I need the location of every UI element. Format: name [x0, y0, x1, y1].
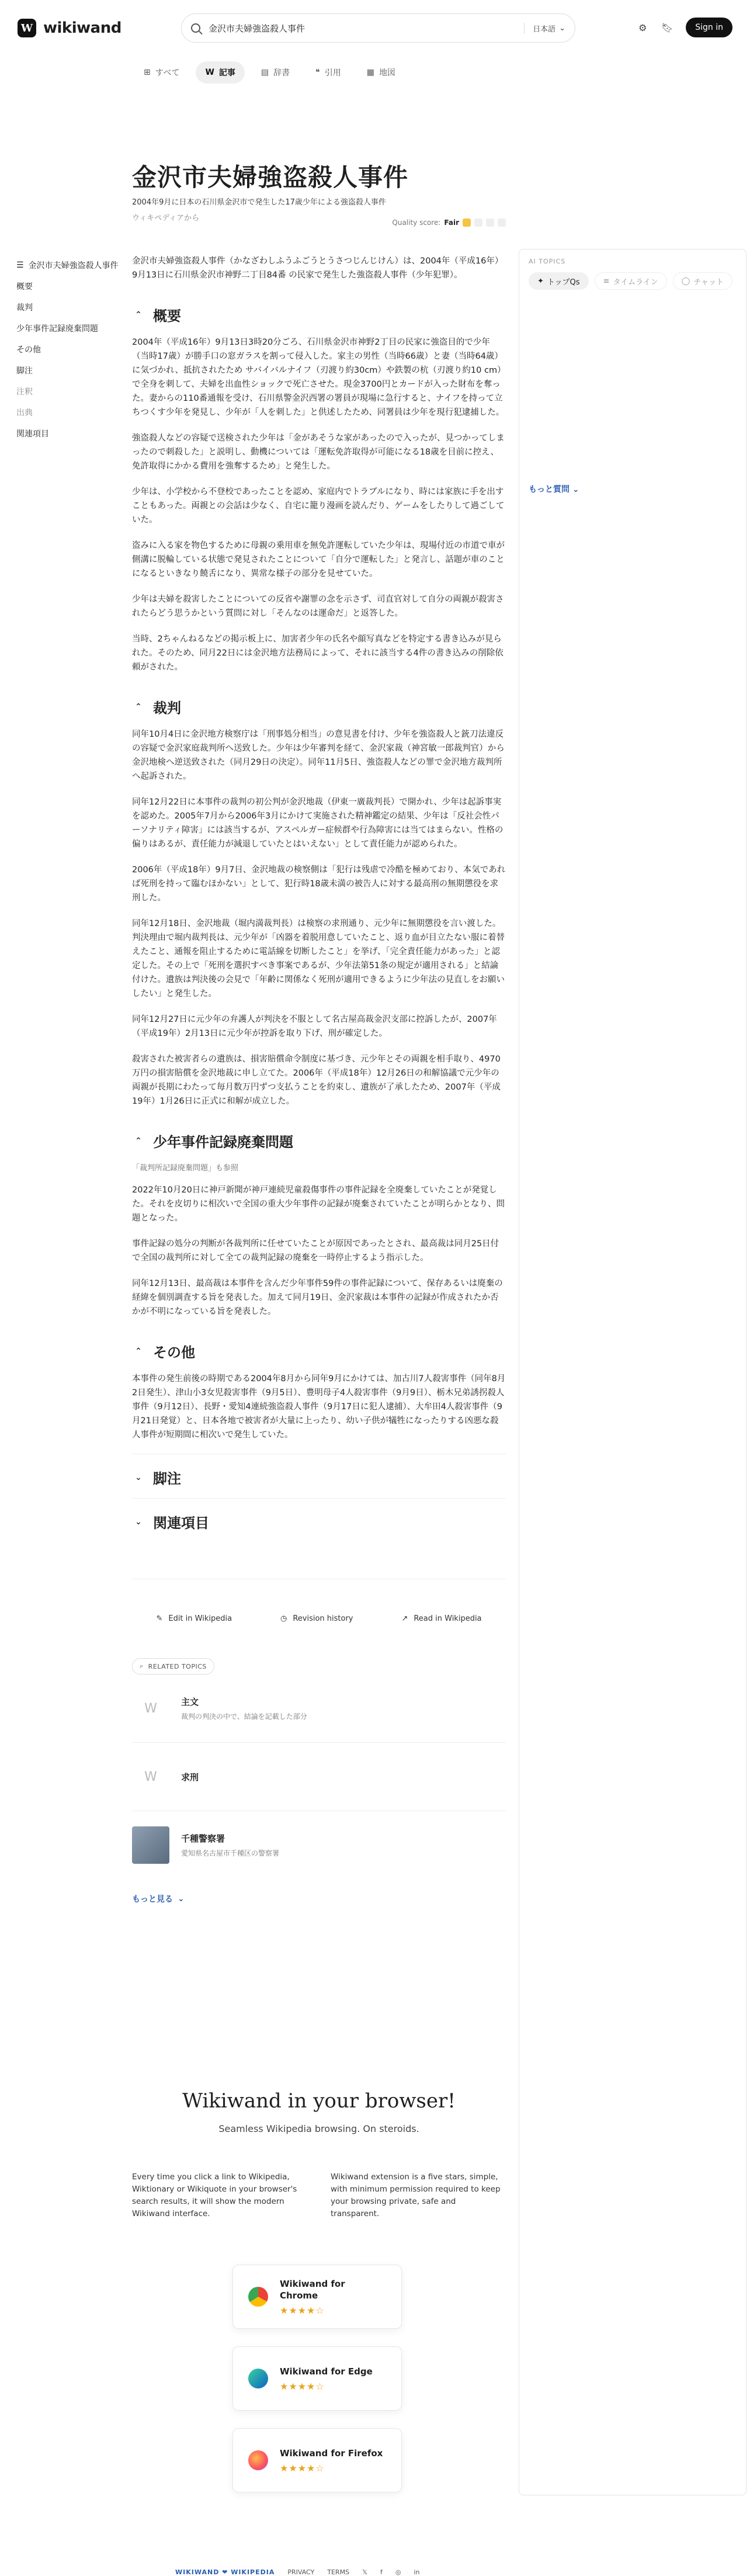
- hatnote[interactable]: 「裁判所記録廃棄問題」も参照: [132, 1164, 239, 1173]
- paragraph: 同年12月27日に元少年の弁護人が判決を不服として名古屋高裁金沢支部に控訴したが、2007年（平成19年）2月13日に元少年が控訴を取り下げ、刑が確定した。: [132, 1015, 497, 1038]
- toc-item-trial[interactable]: 裁判: [16, 303, 33, 313]
- edge-icon: [248, 2369, 268, 2388]
- share-icon[interactable]: [498, 219, 506, 227]
- search-input[interactable]: 金沢市夫婦強盗殺人事件: [209, 23, 305, 34]
- panel-tab-top-questions[interactable]: ✦ トップQs: [529, 272, 589, 290]
- wikipedia-icon[interactable]: [486, 219, 494, 227]
- paragraph: 同年12月13日、最高裁は本事件を含んだ少年事件59件の事件記録について、保存あるいは廃棄の経緯を個別調査する旨を発表した。加えて同月19日、金沢家裁は本事件の記録が作成されたか否かが不明になっている旨を発表した。: [132, 1279, 503, 1316]
- quality-icon: [463, 219, 471, 227]
- page-title: 金沢市夫婦強盗殺人事件: [132, 163, 409, 192]
- search-tabs: [134, 61, 405, 84]
- paragraph: 2022年10月20日に神戸新聞が神戸連続児童殺傷事件の事件記録を全廃棄していたことが発覚した。それを皮切りに相次いで全国の重大少年事件の記録が廃棄されていたことが明らかとなり、問題となった。: [132, 1185, 505, 1223]
- paragraph: 事件記録の処分の判断が各裁判所に任せていたことが原因であったとされ、最高裁は同月25日付で全国の裁判所に対して全ての裁判記録の廃棄を一時停止するよう指示した。: [132, 1239, 499, 1263]
- map-icon: ▦: [366, 68, 374, 77]
- toc-item-records[interactable]: 少年事件記録廃棄問題: [16, 324, 98, 334]
- ai-panel: [519, 249, 746, 2495]
- logo-icon: W: [18, 19, 36, 37]
- paragraph: 同年12月22日に本事件の裁判の初公判が金沢地裁（伊東一廣裁判長）で開かれ、少年は起訴事実を認めた。2005年7月から2006年3月にかけて実施された精神鑑定の結果、少年は「反社会性パーソナリティ障害」には該当するが、アスペルガー症候群や行為障害には当てはまらない。性格の偏りはあるが、責任能力が減退していたとはいえない」として責任能力が認められた。: [132, 798, 504, 849]
- section-heading-records[interactable]: ⌃ 少年事件記録廃棄問題: [132, 1124, 506, 1151]
- paragraph: 強盗殺人などの容疑で送検された少年は「金があそうな家があったので入ったが、見つかってしまったので刺殺した」と説明し、動機については「運転免許取得が可能になる18歳を目前に控え、免許取得にかかる費用を強奪するため」と発生した。: [132, 434, 505, 471]
- chevron-down-icon: ⌄: [135, 1472, 142, 1482]
- search-icon: [191, 23, 200, 33]
- paragraph: 少年は、小学校から不登校であったことを認め、家庭内でトラブルになり、時には家族に手を出すこともあった。両親との会話は少なく、自宅に籠り漫画を読んだり、ゲームをしたりして過ごしていた。: [132, 487, 505, 525]
- panel-label: AI TOPICS: [529, 258, 566, 265]
- w-icon: W: [144, 1769, 157, 1784]
- promo-text-1: Every time you click a link to Wikipedia, Wiktionary or Wikiquote in your browser's search results, it will show the modern Wikiwand interface.: [132, 2172, 297, 2218]
- chrome-store-card[interactable]: Wikiwand for Chrome ★★★★☆: [232, 2265, 402, 2329]
- firefox-store-card[interactable]: Wikiwand for Firefox ★★★★☆: [232, 2428, 402, 2492]
- footer-terms-link[interactable]: TERMS: [327, 2568, 350, 2576]
- intro-paragraph: 金沢市夫婦強盗殺人事件（かなざわしふうふごうとうさつじんじけん）は、2004年（平成16年）9月13日に石川県金沢市神野二丁目84番 の民家で発生した強盗殺人事件（少年犯罪）。: [132, 256, 504, 280]
- pencil-icon: ✎: [156, 1614, 163, 1623]
- paragraph: 2006年（平成18年）9月7日、金沢地裁の検察側は「犯行は残虐で冷酷を極めており、本気であれば死刑を持って臨むほかない」として、犯行時18歳未満の被告人に対する最高刑の無期懲役を求刑した。: [132, 865, 506, 903]
- tab-dictionary[interactable]: ▤ 辞書: [261, 68, 290, 78]
- clock-icon: ◷: [280, 1614, 287, 1623]
- panel-tab-timeline[interactable]: ≡ タイムライン: [595, 272, 667, 290]
- chevron-up-icon: ⌃: [135, 1136, 142, 1146]
- edit-button[interactable]: ✎ Edit in Wikipedia: [156, 1614, 232, 1623]
- rating-stars: ★★★★☆: [280, 2380, 325, 2392]
- tab-maps[interactable]: ▦ 地図: [366, 68, 395, 78]
- quote-icon: ❝: [315, 68, 320, 77]
- search-bar[interactable]: [181, 13, 575, 43]
- paragraph: 同年10月4日に金沢地方検察庁は「刑事処分相当」の意見書を付け、少年を強盗殺人と銃刀法違反の容疑で金沢家庭裁判所へ送致した。少年は少年審判を経て、金沢家裁（神宮敏一郎裁判官）から金沢地検へ逆送致された（同月29日の決定）。同年11月5日、強盗殺人などの罪で金沢地方裁判所へ起訴された。: [132, 730, 505, 781]
- paragraph: 盗みに入る家を物色するために母親の乗用車を無免許運転していた少年は、現場付近の市道で車が側溝に脱輪している状態で発見されたことについて「自分で運転した」と発言し、話題が車のことになるといきなり饒舌になり、異常な様子の部分を見せていた。: [132, 541, 505, 578]
- tab-articles[interactable]: W 記事: [196, 61, 244, 84]
- paragraph: 同年12月18日、金沢地裁（堀内満裁判長）は検察の求刑通り、元少年に無期懲役を言い渡した。判決理由で堀内裁判長は、元少年が「凶器を着脱用意していたこと、返り血が目立たない服に着替えたこと、通報を阻止するために電話線を切断したこと」を挙げ、「完全責任能力があった」と認定した。その上で「死刑を選択すべき事案であるが、少年法第51条の規定が適用される」と結論付けた。遺族は判決後の会見で「年齢に関係なく死刑が適用できるように少年法の見直しをお願いしたい」と発生した。: [132, 919, 505, 998]
- chevron-up-icon: ⌃: [135, 702, 142, 712]
- chevron-down-icon: ⌄: [559, 23, 565, 33]
- list-item[interactable]: W 主文 裁判の判決の中で、結論を記載した部分: [132, 1674, 506, 1743]
- promo-text-2: Wikiwand extension is a five stars, simple, with minimum permission required to keep your browsing private, safe and transparent.: [331, 2172, 501, 2218]
- promo-title: Wikiwand in your browser!: [182, 2089, 456, 2113]
- list-icon: ☰: [16, 261, 24, 270]
- toc-item-notes[interactable]: 脚注: [16, 366, 33, 376]
- chrome-icon: [248, 2287, 268, 2307]
- section-heading-notes[interactable]: ⌄ 脚注: [132, 1454, 506, 1488]
- section-heading-trial[interactable]: ⌃ 裁判: [132, 689, 506, 717]
- paragraph: 少年は夫婦を殺害したことについての反省や謝罪の念を示さず、司直官対して自分の両親が殺害されたらどう思うかという質問に対し「そんなのは運命だ」と返答した。: [132, 595, 504, 618]
- paragraph: 殺害された被害者らの遺族は、損害賠償命令制度に基づき、元少年とその両親を相手取り、4970万円の損害賠償を金沢地裁に申し立てた。2006年（平成18年）12月26日の和解協議で元少年の両親が長期にわたって毎月数万円ずつ支払うことを約束し、遺族が了承したため、2007年（平成19年）1月26日に正式に和解が成立した。: [132, 1055, 501, 1106]
- bookmark-icon[interactable]: 🔖︎: [661, 22, 673, 33]
- paragraph: 2004年（平成16年）9月13日3時20分ごろ、石川県金沢市神野2丁目の民家に強盗目的で少年（当時17歳）が勝手口の窓ガラスを割って侵入した。家主の男性（当時66歳）と妻（当時64歳）に気づかれ、抵抗されたため サバイバルナイフ（刃渡り約30cm）や鉄製の杭（刃渡り約10 cm）で全身を刺して、夫婦を出血性ショックで死亡させた。現金3700円とカードが入った財布を奪った。妻からの110番通報を受け、石川県警金沢西署の署員が現場に急行すると、ナイフを持って立ちつくす少年を発見し、少年が「人を刺した」と供述したため、同署員は少年を現行犯逮捕した。: [132, 338, 506, 417]
- thumbnail-image: [132, 1826, 169, 1864]
- toc-title[interactable]: ☰ 金沢市夫婦強盗殺人事件: [16, 261, 119, 271]
- chevron-up-icon: ⌃: [135, 1346, 142, 1356]
- signin-button[interactable]: Sign in: [686, 18, 732, 37]
- search-icon: ⌕: [140, 1662, 144, 1670]
- panel-tab-chat[interactable]: ◯ チャット: [673, 272, 732, 290]
- footer: [175, 2568, 419, 2576]
- toc-subitem-sources[interactable]: 出典: [16, 408, 33, 418]
- logo-text: wikiwand: [43, 19, 121, 37]
- source-note: ウィキペディアから: [132, 214, 200, 223]
- settings-icon[interactable]: ⚙: [638, 22, 647, 33]
- external-link-icon: ↗: [401, 1614, 408, 1623]
- linkedin-icon[interactable]: in: [414, 2568, 420, 2576]
- tab-quotes[interactable]: ❝ 引用: [315, 68, 341, 78]
- chevron-down-icon: ⌄: [178, 1894, 185, 1904]
- section-heading-related[interactable]: ⌄ 関連項目: [132, 1498, 506, 1532]
- toc-item-other[interactable]: その他: [16, 345, 41, 355]
- logo[interactable]: [18, 19, 181, 37]
- rating-stars: ★★★★☆: [279, 2304, 325, 2316]
- toc-item-overview[interactable]: 概要: [16, 282, 33, 292]
- article-actions: [132, 1579, 506, 1623]
- related-topics-badge: ⌕ RELATED TOPICS: [132, 1658, 214, 1674]
- footer-privacy-link[interactable]: PRIVACY: [287, 2568, 315, 2576]
- book-icon: ▤: [261, 68, 269, 77]
- list-item[interactable]: 千種警察署 愛知県名古屋市千種区の警察署: [132, 1811, 506, 1879]
- list-item[interactable]: W 求刑: [132, 1743, 506, 1811]
- paragraph: 本事件の発生前後の時期である2004年8月から同年9月にかけては、加古川7人殺害事件（同年8月2日発生）、津山小3女児殺害事件（9月5日）、豊明母子4人殺害事件（9月9日）、栃木兄弟誘拐殺人事件（9月12日）、長野・愛知4連続強盗殺人事件（9月17日に犯人逮捕）、大牟田4人殺害事件（9月21日発覚）と、日本各地で被害者が大量に上ったり、幼い子供が犠牲になったりする凶悪な殺人事件が短期間に相次いで発生していた。: [132, 1374, 506, 1440]
- more-related-link[interactable]: もっと見る ⌄: [132, 1894, 185, 1904]
- language-label: 日本語: [533, 25, 556, 34]
- history-button[interactable]: ◷ Revision history: [280, 1614, 353, 1623]
- more-questions-link[interactable]: もっと質問 ⌄: [529, 485, 579, 494]
- tab-all[interactable]: ⊞ すべて: [144, 68, 180, 78]
- w-icon: W: [144, 1701, 157, 1716]
- footer-brand[interactable]: WIKIWAND ❤ WIKIPEDIA: [175, 2568, 275, 2576]
- facebook-icon[interactable]: f: [380, 2568, 383, 2576]
- toc-subitem-annotations[interactable]: 注釈: [16, 387, 33, 397]
- grid-icon: ⊞: [144, 68, 151, 77]
- edge-store-card[interactable]: Wikiwand for Edge ★★★★☆: [232, 2346, 402, 2411]
- promo-subtitle: Seamless Wikipedia browsing. On steroids.: [218, 2123, 419, 2134]
- paragraph: 当時、2ちゃんねるなどの掲示板上に、加害者少年の氏名や顔写真などを特定する書き込みが見られた。そのため、同月22日には金沢地方法務局によって、それに該当する4件の書き込みの削除依頼がされた。: [132, 635, 504, 672]
- section-heading-other[interactable]: ⌃ その他: [132, 1334, 506, 1361]
- sparkle-icon: ✦: [537, 276, 544, 286]
- language-selector[interactable]: [524, 23, 565, 34]
- x-icon[interactable]: 𝕏: [362, 2568, 367, 2576]
- table-of-contents: [12, 255, 123, 444]
- chevron-down-icon: ⌄: [135, 1517, 142, 1527]
- w-icon: W: [205, 68, 214, 77]
- timeline-icon: ≡: [603, 276, 610, 286]
- rating-stars: ★★★★☆: [280, 2462, 325, 2474]
- chat-icon: ◯: [681, 276, 690, 286]
- firefox-icon: [248, 2450, 268, 2470]
- read-button[interactable]: ↗ Read in Wikipedia: [401, 1614, 482, 1623]
- toc-item-related[interactable]: 関連項目: [16, 429, 49, 439]
- chevron-up-icon: ⌃: [135, 310, 142, 320]
- top-bar: [0, 0, 750, 78]
- section-heading-overview[interactable]: ⌃ 概要: [132, 297, 506, 325]
- page-subtitle: 2004年9月に日本の石川県金沢市で発生した17歳少年による強盗殺人事件: [132, 198, 386, 207]
- article: [132, 161, 506, 1905]
- sparkle-icon[interactable]: [474, 219, 482, 227]
- quality-score: Quality score: Fair: [392, 219, 506, 227]
- instagram-icon[interactable]: ◎: [395, 2568, 401, 2576]
